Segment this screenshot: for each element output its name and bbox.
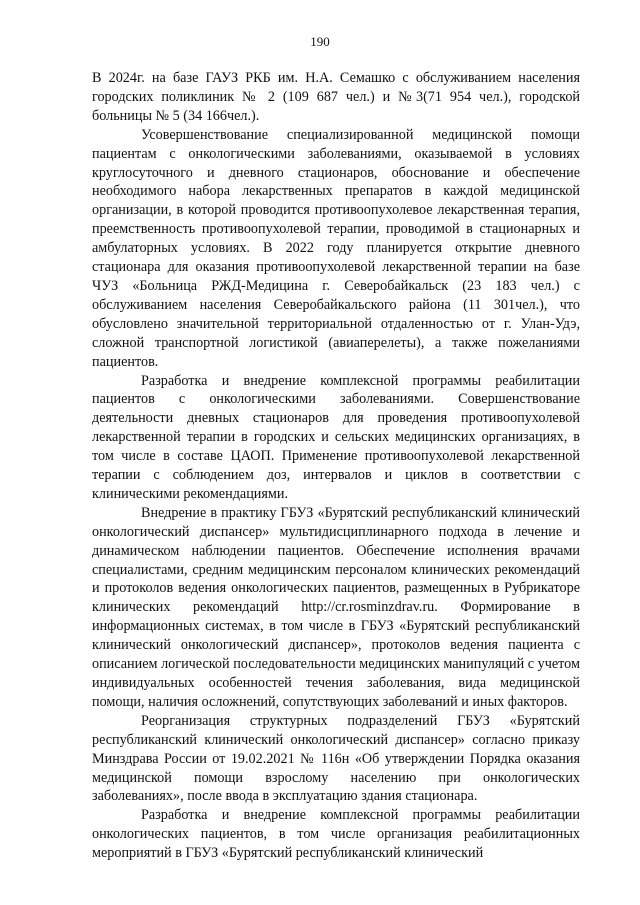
paragraph-specialized-care: Усовершенствование специализированной медицинской помощи пациентам с онкологическими заболеваниями, оказываемой в условиях круглосуточного и дневного стационаров, обоснование и обеспечение необходимого набора лекарственных препаратов в каждой медицинской организации, в которой проводится противоопухолевое лекарственная терапия, преемственность противоопухолевой терапии, проводимой в стационарных и амбулаторных условиях. В 2022 году планируется открытие дневного стационара для оказания противоопухолевой лекарственной терапии на базе ЧУЗ «Больница РЖД-Медицина г. Северобайкальск (23 183 чел.) с обслуживанием населения Северобайкальского района (11 301чел.), что обусловлено значительной территориальной отдаленностью от г. Улан-Удэ, сложной транспортной логистикой (авиаперелеты), а также пожеланиями пациентов.: [92, 126, 580, 370]
paragraph-reorganization: Реорганизация структурных подразделений ГБУЗ «Бурятский республиканский клинический онкологический диспансер» согласно приказу Минздрава России от 19.02.2021 № 116н «Об утверждении Порядка оказания медицинской помощи взрослому населению при онкологических заболеваниях», после ввода в эксплуатацию здания стационара.: [92, 712, 580, 805]
paragraph-rehabilitation-program: Разработка и внедрение комплексной программы реабилитации пациентов с онкологическими заболеваниями. Совершенствование деятельности дневных стационаров для проведения противоопухолевой лекарственной терапии в городских и сельских медицинских организациях, в том числе в составе ЦАОП. Применение противоопухолевой лекарственной терапии с соблюдением доз, интервалов и циклов в соответствии с клиническими рекомендациями.: [92, 372, 580, 502]
paragraph-multidisciplinary-approach: Внедрение в практику ГБУЗ «Бурятский республиканский клинический онкологический диспансер» мультидисциплинарного подхода в лечение и динамическом наблюдении пациентов. Обеспечение исполнения врачами специалистами, средним медицинским персоналом клинических рекомендаций и протоколов ведения онкологических пациентов, размещенных в Рубрикаторе клинических рекомендаций http://cr.rosminzdrav.ru. Формирование в информационных системах, в том числе в ГБУЗ «Бурятский республиканский клинический онкологический диспансер», протоколов ведения пациента с описанием логической последовательности медицинских манипуляций с учетом индивидуальных особенностей течения заболевания, вида медицинской помощи, наличия осложнений, сопутствующих заболеваний и иных факторов.: [92, 504, 580, 710]
paragraph-rehabilitation-measures: Разработка и внедрение комплексной программы реабилитации онкологических пациентов, в том числе организация реабилитационных мероприятий в ГБУЗ «Бурятский республиканский клинический: [92, 807, 580, 862]
page-number: 190: [310, 34, 330, 49]
document-body: [92, 69, 580, 863]
paragraph-continuation: В 2024г. на базе ГАУЗ РКБ им. Н.А. Семашко с обслуживанием населения городских поликлиник № 2 (109 687 чел.) и №3(71 954 чел.), городской больницы № 5 (34 166чел.).: [92, 70, 580, 124]
